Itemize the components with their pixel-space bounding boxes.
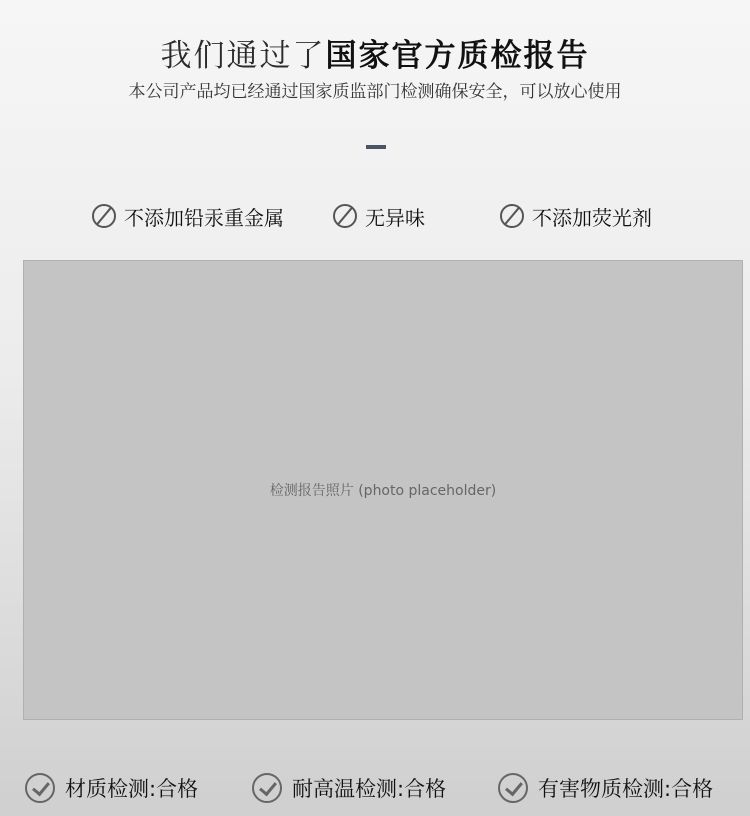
check-icon xyxy=(498,773,528,803)
divider xyxy=(366,145,386,149)
page-subtitle: 本公司产品均已经通过国家质监部门检测确保安全，可以放心使用 xyxy=(128,82,622,102)
prohibited-icon xyxy=(92,204,116,228)
prohibited-icon xyxy=(500,204,524,228)
result-label: 耐高温检测:合格 xyxy=(292,777,447,801)
result-list xyxy=(0,768,750,808)
feature-item xyxy=(500,200,652,232)
title-bold: 国家官方质检报告 xyxy=(325,38,590,74)
result-label: 有害物质检测:合格 xyxy=(538,777,714,801)
feature-list xyxy=(0,200,750,232)
result-label: 材质检测:合格 xyxy=(65,777,199,801)
result-item xyxy=(25,768,198,808)
page-title xyxy=(0,30,750,75)
feature-item xyxy=(333,200,425,232)
result-item xyxy=(252,768,446,808)
feature-label: 不添加荧光剂 xyxy=(532,205,652,230)
photo-placeholder-label: 检测报告照片 (photo placeholder) xyxy=(269,483,497,499)
title-plain: 我们通过了 xyxy=(160,38,326,74)
feature-item xyxy=(92,200,284,232)
feature-label: 不添加铅汞重金属 xyxy=(124,205,284,230)
feature-label: 无异味 xyxy=(365,205,425,230)
result-item xyxy=(498,768,713,808)
inspection-report-photo xyxy=(23,260,743,720)
check-icon xyxy=(252,773,282,803)
check-icon xyxy=(25,773,55,803)
prohibited-icon xyxy=(333,204,357,228)
